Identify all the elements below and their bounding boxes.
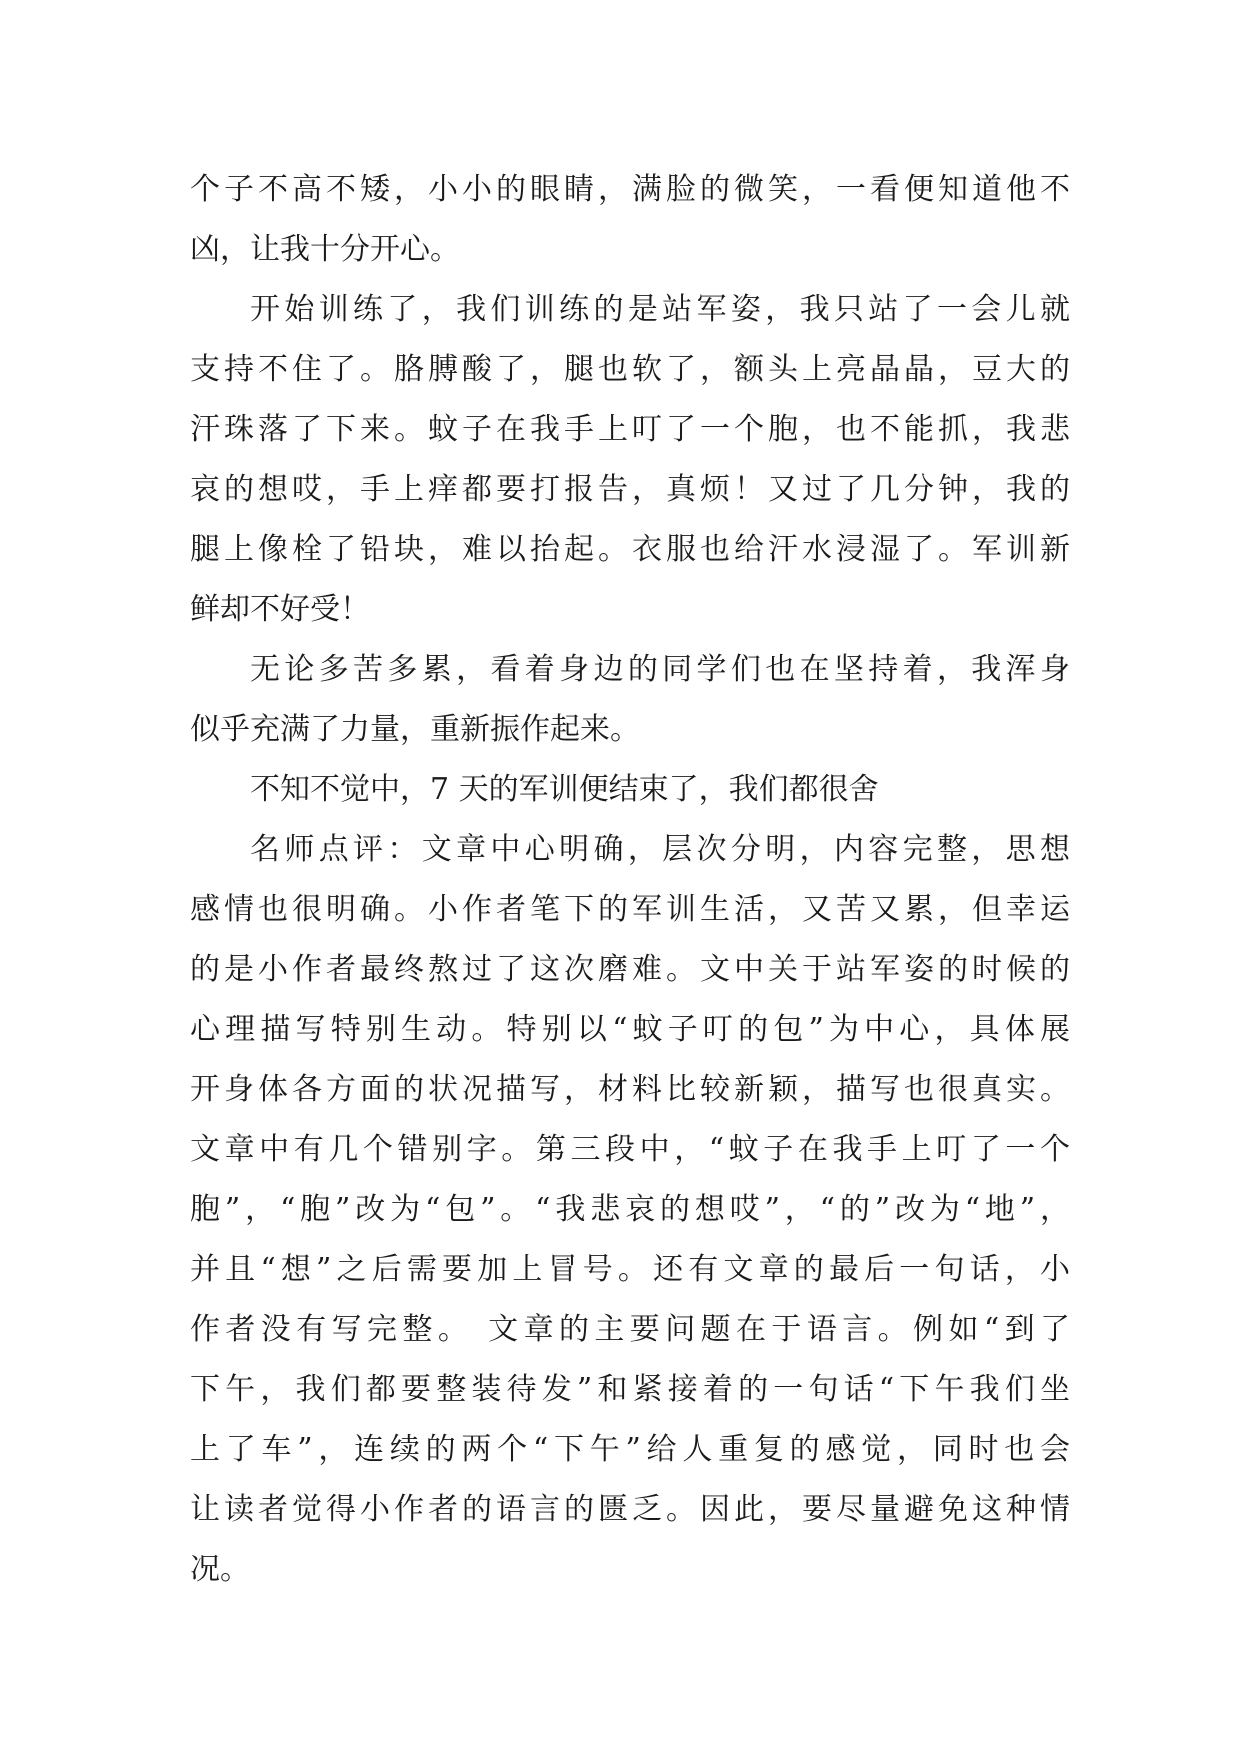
text-line: 下午，我们都要整装待发”和紧接着的一句话“下午我们坐 (190, 1372, 1070, 1407)
text-line: 凶，让我十分开心。 (190, 232, 460, 267)
text-line: 的是小作者最终熬过了这次磨难。文中关于站军姿的时候的 (190, 952, 1070, 987)
paragraph-persistence (190, 640, 1070, 760)
text-line: 况。 (190, 1552, 250, 1587)
text-line: 似乎充满了力量，重新振作起来。 (190, 712, 640, 747)
paragraph-training (190, 280, 1070, 640)
text-line: 支持不住了。胳膊酸了，腿也软了，额头上亮晶晶，豆大的 (190, 352, 1070, 387)
text-line: 鲜却不好受！ (190, 592, 370, 627)
text-line: 上了车”，连续的两个“下午”给人重复的感觉，同时也会 (190, 1432, 1070, 1467)
text-line: 作者没有写完整。 文章的主要问题在于语言。例如“到了 (190, 1312, 1070, 1347)
text-line: 并且“想”之后需要加上冒号。还有文章的最后一句话，小 (190, 1252, 1070, 1287)
text-line: 开身体各方面的状况描写，材料比较新颖，描写也很真实。 (190, 1072, 1070, 1107)
text-line: 心理描写特别生动。特别以“蚊子叮的包”为中心，具体展 (190, 1012, 1070, 1047)
text-line: 名师点评：文章中心明确，层次分明，内容完整，思想 (250, 832, 1070, 867)
text-line: 汗珠落了下来。蚊子在我手上叮了一个胞，也不能抓，我悲 (190, 412, 1070, 447)
paragraph-ending (190, 760, 1070, 820)
text-line: 胞”，“胞”改为“包”。“我悲哀的想哎”，“的”改为“地”， (190, 1192, 1070, 1227)
text-line: 腿上像栓了铅块，难以抬起。衣服也给汗水浸湿了。军训新 (190, 532, 1070, 567)
text-line: 个子不高不矮，小小的眼睛，满脸的微笑，一看便知道他不 (190, 172, 1070, 207)
text-line: 哀的想哎，手上痒都要打报告，真烦！又过了几分钟，我的 (190, 472, 1070, 507)
document-body (190, 160, 1070, 1600)
text-line: 无论多苦多累，看着身边的同学们也在坚持着，我浑身 (250, 652, 1070, 687)
text-line: 不知不觉中，7 天的军训便结束了，我们都很舍 (250, 772, 879, 807)
paragraph-intro-end (190, 160, 1070, 280)
text-line: 感情也很明确。小作者笔下的军训生活，又苦又累，但幸运 (190, 892, 1070, 927)
text-line: 文章中有几个错别字。第三段中，“蚊子在我手上叮了一个 (190, 1132, 1070, 1167)
paragraph-teacher-comment (190, 820, 1070, 1600)
text-line: 让读者觉得小作者的语言的匮乏。因此，要尽量避免这种情 (190, 1492, 1070, 1527)
text-line: 开始训练了，我们训练的是站军姿，我只站了一会儿就 (250, 292, 1070, 327)
